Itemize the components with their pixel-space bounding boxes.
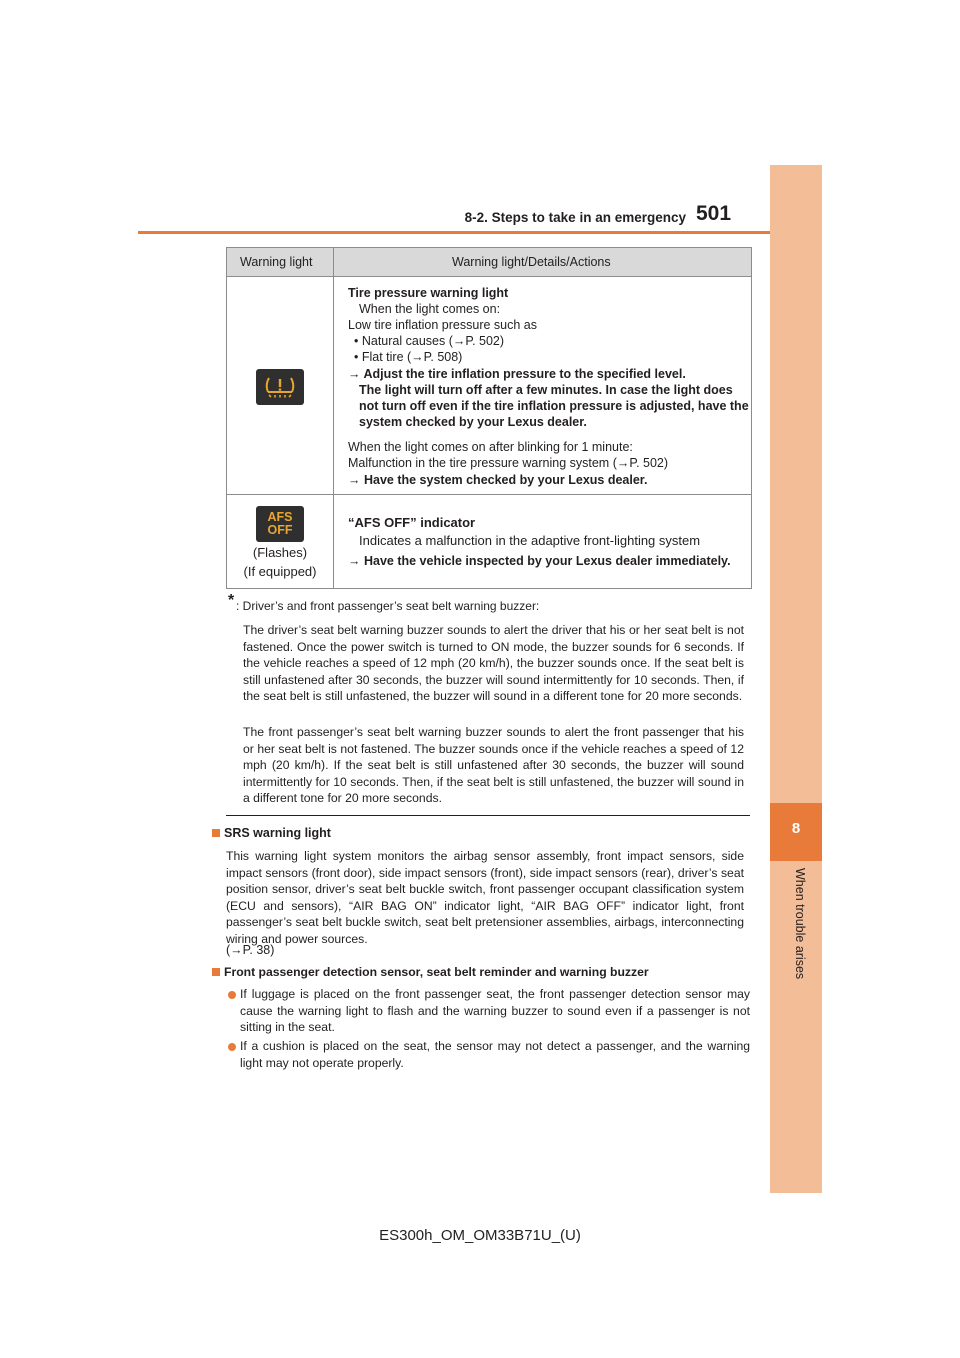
passenger-buzzer-paragraph: The front passenger’s seat belt warning buzzer sounds to alert the front passenger that his or her seat belt is not fastened. The buzzer sounds once if the vehicle reaches a speed of 12 mph (20 km/h). If the seat belt is still unfastened after 30 seconds, the buzzer will sound intermittently for 10 seconds. Then, if the seat belt is still unfastened, the buzzer will sound in a different tone for 20 more seconds. [243,725,744,805]
footnote-marker: * [228,592,235,609]
bullet-dot-icon [228,991,236,999]
footnote-heading: : Driver’s and front passenger’s seat belt warning buzzer: [236,599,540,613]
action-line: The light will turn off after a few minutes. In case the light does [359,383,733,397]
detail-line: Indicates a malfunction in the adaptive front-lighting system [359,533,701,548]
heading-bullet-icon [212,968,220,976]
heading-bullet-icon [212,829,220,837]
srs-page-ref: (→P. 38) [226,943,275,957]
off-icon-text: OFF [267,523,293,537]
table-header-row [227,248,751,277]
col-header-details: Warning light/Details/Actions [452,255,611,269]
column-divider [333,248,334,588]
section-title: 8-2. Steps to take in an emergency [464,210,686,225]
passenger-bullet-2: If a cushion is placed on the seat, the sensor may not detect a passenger, and the warning light may not operate properly. [240,1039,750,1070]
chapter-title: When trouble arises [793,868,807,980]
afs-icon-text: AFS [267,510,293,524]
afs-off-indicator-icon [256,506,304,542]
action-line: → Have the system checked by your Lexus dealer. [348,473,648,487]
afs-off-title: “AFS OFF” indicator [348,515,476,530]
section-separator [226,815,750,816]
bullet-line: • Flat tire (→P. 508) [354,350,463,364]
passenger-heading [212,965,649,979]
row-divider [227,494,751,495]
driver-buzzer-paragraph: The driver’s seat belt warning buzzer sounds to alert the driver that his or her seat belt is not fastened. Once the power switch is turned to ON mode, the buzzer sounds for 6 seconds. If the vehicle reaches a speed of 12 mph (20 km/h), the buzzer sounds once. If the seat belt is still unfastened after 30 seconds, the buzzer will sound intermittently for 10 seconds. Then, if the seat belt is still unfastened, the buzzer will sound in a different tone for 20 more seconds. [243,623,744,703]
action-line: → Adjust the tire inflation pressure to the specified level. [348,367,686,381]
detail-line: When the light comes on after blinking for 1 minute: [348,440,633,454]
detail-line: Low tire inflation pressure such as [348,318,537,332]
chapter-tab-strip [770,165,822,1193]
passenger-bullet-1: If luggage is placed on the front passenger seat, the front passenger detection sensor may cause the warning light to flash and the warning buzzer to sound even if a passenger is not sitting in the seat. [240,987,750,1034]
page-number: 501 [696,202,732,225]
action-line: → Have the vehicle inspected by your Lexus dealer immediately. [348,554,731,568]
flashes-note: (Flashes) [252,545,308,560]
if-equipped-note: (If equipped) [243,564,317,579]
detail-line: Malfunction in the tire pressure warning system (→P. 502) [348,456,669,470]
action-line: not turn off even if the tire inflation pressure is adjusted, have the [359,399,749,413]
header-rule [138,231,822,234]
srs-heading [212,826,331,840]
srs-heading-text: SRS warning light [224,826,331,840]
tire-pressure-warning-icon [256,369,304,405]
bullet-dot-icon [228,1043,236,1051]
warning-light-table [226,247,752,589]
passenger-heading-text: Front passenger detection sensor, seat belt reminder and warning buzzer [224,965,649,979]
bullet-line: • Natural causes (→P. 502) [354,334,505,348]
detail-line: When the light comes on: [359,302,501,316]
tire-pressure-title: Tire pressure warning light [348,286,509,300]
document-code: ES300h_OM_OM33B71U_(U) [379,1227,581,1244]
action-line: system checked by your Lexus dealer. [359,415,587,429]
chapter-number: 8 [791,820,801,837]
col-header-warning-light: Warning light [240,255,313,269]
srs-body: This warning light system monitors the airbag sensor assembly, front impact sensors, side impact sensors (front door), side impact sensors (front), side impact sensors (rear), driver’s seat position sensor, driver’s seat belt buckle switch, front passenger occupant classification system (ECU and sensors), “AIR BAG ON” indicator light, “AIR BAG OFF” indicator light, front passenger’s seat belt buckle switch, seat belt pretensioner assemblies, airbags, interconnecting wiring and power sources. [226,849,744,946]
